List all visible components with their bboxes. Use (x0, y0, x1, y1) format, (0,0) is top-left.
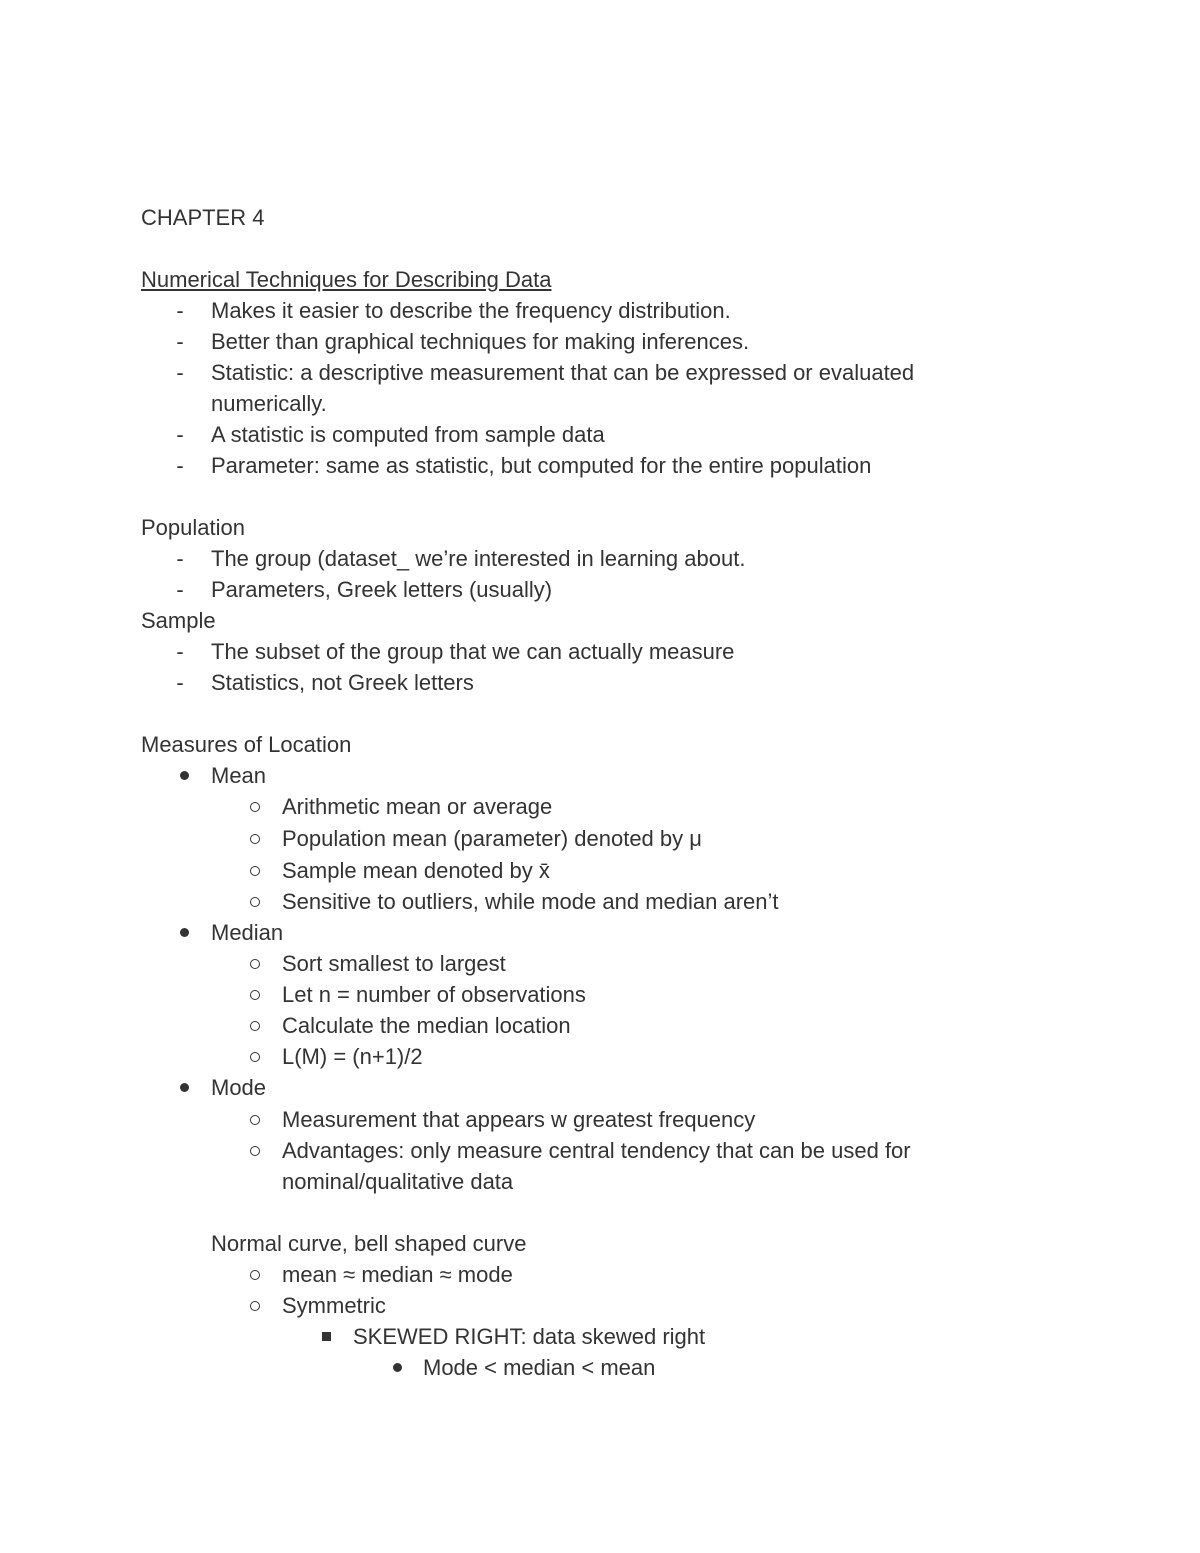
list-item (0, 357, 1200, 388)
filled-bullet-icon (174, 917, 194, 948)
hollow-bullet-icon (245, 855, 265, 886)
list-item-text: numerically. (211, 391, 327, 416)
hollow-bullet-icon (245, 1041, 265, 1072)
list-item-text: Makes it easier to describe the frequency distribution. (211, 298, 731, 323)
hollow-bullet-icon (245, 1104, 265, 1135)
filled-bullet-icon (174, 1072, 194, 1103)
list-item (0, 1072, 1200, 1103)
list-item (0, 886, 1200, 917)
list-item (0, 1104, 1200, 1135)
filled-bullet-icon (174, 760, 194, 791)
list-item-text: Population mean (parameter) denoted by μ (282, 826, 702, 851)
list-item (0, 636, 1200, 667)
list-item-text: The group (dataset_ we’re interested in learning about. (211, 546, 746, 571)
list-item-text: Statistics, not Greek letters (211, 670, 474, 695)
list-item (0, 574, 1200, 605)
hollow-bullet-icon (245, 1259, 265, 1290)
dash-bullet: - (176, 422, 184, 447)
normal-curve-heading: Normal curve, bell shaped curve (211, 1231, 527, 1256)
list-item (0, 979, 1200, 1010)
list-item-text: nominal/qualitative data (282, 1169, 514, 1194)
dash-bullet: - (176, 670, 184, 695)
list-item (0, 326, 1200, 357)
hollow-bullet-icon (245, 886, 265, 917)
location-heading: Measures of Location (141, 732, 352, 757)
list-item (0, 543, 1200, 574)
list-item-text: Measurement that appears w greatest frequency (282, 1107, 756, 1132)
hollow-bullet-icon (245, 979, 265, 1010)
list-item (0, 667, 1200, 698)
location-heading-line (0, 729, 1200, 760)
section-heading-line (0, 264, 1200, 295)
dash-bullet: - (176, 453, 184, 478)
list-item-text: Advantages: only measure central tendency that can be used for (282, 1138, 911, 1163)
mode-label: Mode (211, 1075, 267, 1100)
list-item (0, 295, 1200, 326)
list-item (0, 1259, 1200, 1290)
dash-bullet: - (176, 298, 184, 323)
list-item (0, 855, 1200, 886)
list-item-text: Sort smallest to largest (282, 951, 506, 976)
list-item-text: Sample mean denoted by x̄ (282, 858, 550, 883)
list-item (0, 948, 1200, 979)
list-item (0, 1010, 1200, 1041)
dash-bullet: - (176, 639, 184, 664)
list-item (0, 1135, 1200, 1166)
list-item (0, 917, 1200, 948)
list-item (0, 1290, 1200, 1321)
list-item (0, 419, 1200, 450)
square-bullet-icon (316, 1321, 336, 1352)
list-item (0, 760, 1200, 791)
hollow-bullet-icon (245, 791, 265, 822)
list-item-continuation (0, 1166, 1200, 1197)
list-item-text: L(M) = (n+1)/2 (282, 1044, 423, 1069)
list-item-text: Better than graphical techniques for making inferences. (211, 329, 750, 354)
mean-label: Mean (211, 763, 267, 788)
list-item-text: Let n = number of observations (282, 982, 586, 1007)
list-item (0, 450, 1200, 481)
list-item-text: Symmetric (282, 1293, 386, 1318)
dash-bullet: - (176, 329, 184, 354)
hollow-bullet-icon (245, 948, 265, 979)
population-heading: Population (141, 515, 245, 540)
list-item-text: SKEWED RIGHT: data skewed right (353, 1324, 706, 1349)
normal-curve-heading-line (0, 1228, 1200, 1259)
list-item-text: Calculate the median location (282, 1013, 571, 1038)
list-item (0, 823, 1200, 854)
list-item-text: Mode < median < mean (423, 1355, 656, 1380)
list-item-text: Parameter: same as statistic, but computed for the entire population (211, 453, 872, 478)
dash-bullet: - (176, 577, 184, 602)
section-heading: Numerical Techniques for Describing Data (141, 267, 552, 292)
list-item-text: The subset of the group that we can actually measure (211, 639, 735, 664)
hollow-bullet-icon (245, 1290, 265, 1321)
median-label: Median (211, 920, 284, 945)
hollow-bullet-icon (245, 823, 265, 854)
population-heading-line (0, 512, 1200, 543)
list-item (0, 1041, 1200, 1072)
list-item-text: Parameters, Greek letters (usually) (211, 577, 553, 602)
list-item (0, 1321, 1200, 1352)
sample-heading-line (0, 605, 1200, 636)
list-item (0, 1352, 1200, 1383)
dash-bullet: - (176, 360, 184, 385)
list-item-text: Arithmetic mean or average (282, 794, 553, 819)
list-item (0, 791, 1200, 822)
list-item-text: Statistic: a descriptive measurement that can be expressed or evaluated (211, 360, 915, 385)
dash-bullet: - (176, 546, 184, 571)
list-item-text: A statistic is computed from sample data (211, 422, 605, 447)
list-item-continuation (0, 388, 1200, 419)
hollow-bullet-icon (245, 1010, 265, 1041)
chapter-title: CHAPTER 4 (141, 205, 265, 230)
sample-heading: Sample (141, 608, 216, 633)
filled-bullet-icon (387, 1352, 407, 1383)
list-item-text: mean ≈ median ≈ mode (282, 1262, 513, 1287)
chapter-title-line (0, 202, 1200, 233)
hollow-bullet-icon (245, 1135, 265, 1166)
list-item-text: Sensitive to outliers, while mode and median aren’t (282, 889, 779, 914)
